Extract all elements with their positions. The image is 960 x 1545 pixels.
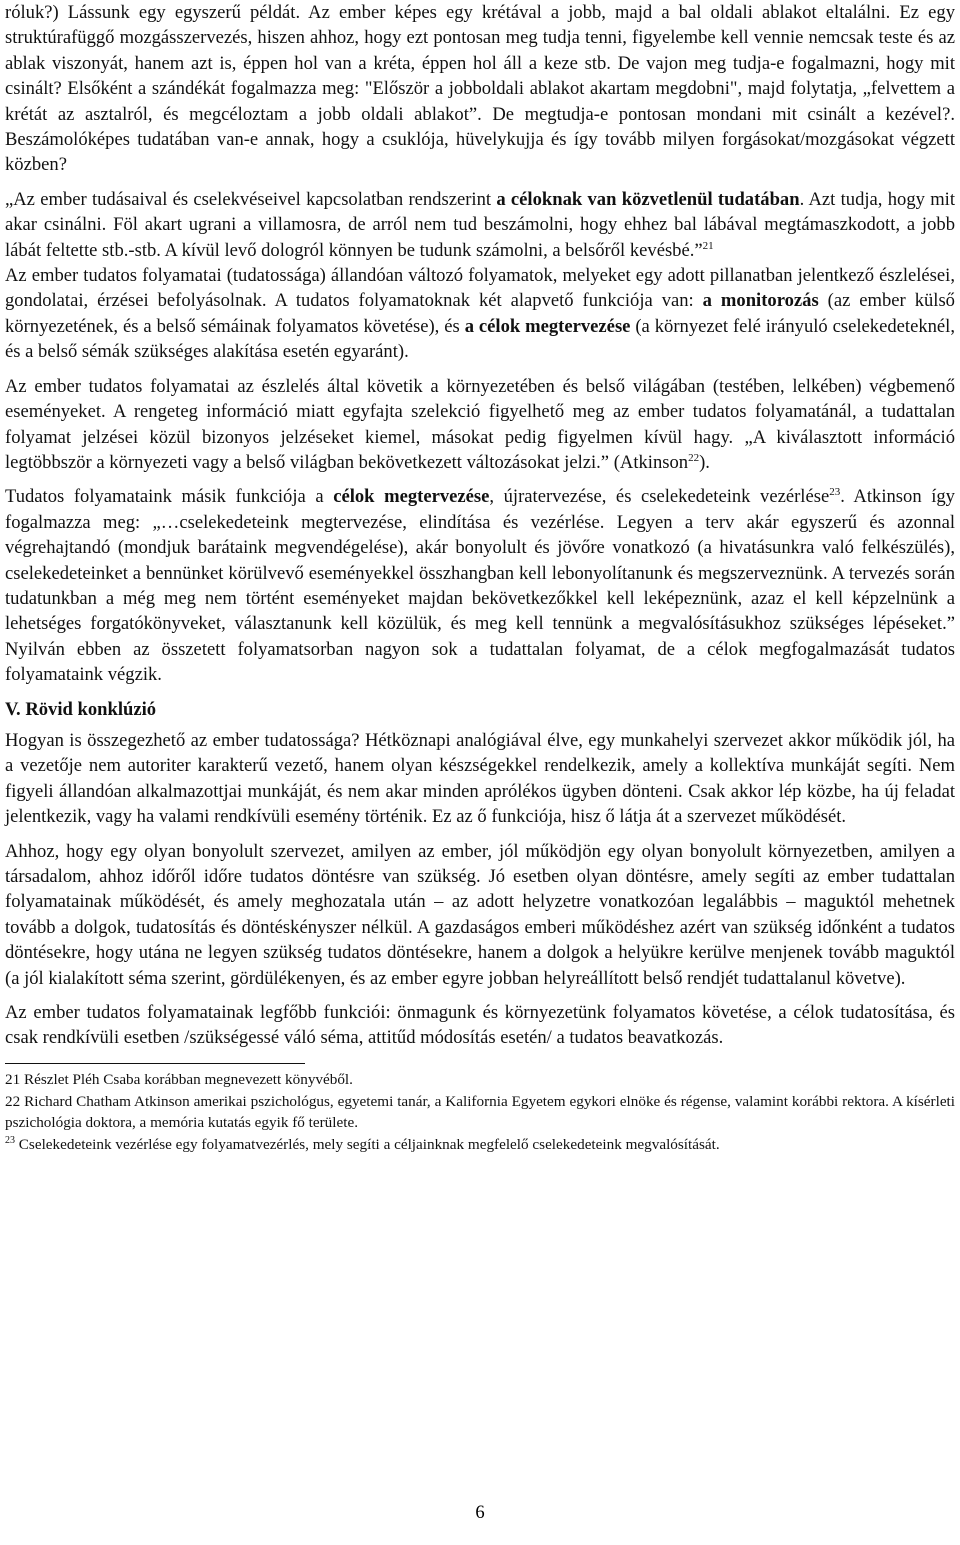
footnote bbox=[5, 1135, 955, 1156]
footnote-ref: 21 bbox=[702, 239, 714, 252]
paragraph-text: Az ember tudatos folyamatai (tudatossága) állandóan változó folyamatok, melyeket egy adott pillanatban jelentkező észlelései, gondolatai, érzései befolyásolnak. A tudatos folyamatoknak két alapvető funkciója van: bbox=[5, 265, 955, 312]
paragraph-text: (az ember külső környezetének, és a belső sémáinak folyamatos követése), és bbox=[5, 290, 955, 337]
paragraph-text: Az ember tudatos folyamatainak legfőbb funkciói: önmagunk és környezetünk folyamatos követése, a célok tudatosítása, és csak rendkívüli esetben /szükségessé váló séma, attitűd módosítás esetén/ a tudatos beavatkozás. bbox=[5, 1002, 955, 1049]
paragraph-text: . Azt tudja, hogy mit akar csinálni. Föl akart ugrani a villamosra, de arról nem tud beszámolni, hogy ehhez bal lábával megtámaszkodott, a jobb lábát feltette stb.-stb. A kívül levő dologról könnyen be tudunk számolni, a belsőről kevésbé.” bbox=[5, 188, 956, 261]
footnote-number: 23 bbox=[5, 1135, 15, 1147]
paragraph bbox=[5, 0, 955, 178]
paragraph bbox=[5, 1000, 955, 1051]
paragraph-text: Ahhoz, hogy egy olyan bonyolult szervezet, amilyen az ember, jól működjön egy olyan bonyolult környezetben, amilyen a társadalom, ahhoz időről időre tudatos döntésre van szükség. Jó esetben olyan döntésre, amely segíti az ember tudattalan folyamatainak működését, és amely meghozatala után – az adott helyzetre vonatkozóan legalábbis – maguktól mehetnek tovább a dolgok, tudatosítás és döntéskényszer nélkül. A gazdaságos emberi működéshez azért van szükség időnként a tudatos döntésekre, hogy utána ne legyen szükség tudatos döntésekre, hanem a dolgok a helyükre kerülve menjenek tovább maguktól (a jól kialakított séma szerint, gördülékenyen, és az ember egyre jobban helyreállított belső rendjét tudattalanul követve). bbox=[5, 840, 955, 989]
paragraph-text: róluk?) Lássunk egy egyszerű példát. Az ember képes egy krétával a jobb, majd a bal oldali ablakot eltalálni. Ez egy struktúrafüggő mozgásszervezés, hiszen ahhoz, hogy ezt pontosan meg tudja tenni, figyelembe kell vennie nemcsak teste és az ablak viszonyát, hanem azt is, éppen hol van a kréta, éppen hol áll a keze stb. De vajon meg tudja-e fogalmazni, hogy mit csinált? Elsőként a szándékát fogalmazza meg: "Először a jobboldali ablakot akartam megdobni", majd folytatja, „felvettem a krétát az asztalról, és megcéloztam a jobb oldali ablakot”. De megtudja-e pontosan mondani mit csinált a kezével?. Beszámolóképes tudatában van-e annak, hogy a csuklója, hüvelykujja és így tovább milyen forgásokat/mozgásokat végzett közben? bbox=[5, 2, 955, 176]
footnote-ref: 22 bbox=[688, 451, 700, 464]
paragraph bbox=[5, 728, 955, 830]
paragraph bbox=[5, 374, 955, 476]
paragraph-text: Az ember tudatos folyamatai az észlelés által követik a környezetében és belső világában (testében, lelkében) végbemenő eseményeket. A rengeteg információ miatt egyfajta szelekció figyelhető meg az ember tudatos folyamatánál, a tudattalan folyamat jelzései közül bizonyos jelzéseket kiemel, másokat pedig figyelmen kívül hagy. „A kiválasztott információ legtöbbször a környezeti vagy a belső világban bekövetkezett változásokat jelzi.” (Atkinson bbox=[5, 375, 955, 473]
footnote-text: Cselekedeteink vezérlése egy folyamatvezérlés, mely segíti a céljainknak megfelelő cselekedeteink megvalósítását. bbox=[15, 1136, 720, 1154]
bold-phrase: célok megtervezése bbox=[333, 486, 490, 508]
paragraph bbox=[5, 484, 955, 687]
paragraph-text: . Atkinson így fogalmazza meg: „…cselekedeteink megtervezése, elindítása és vezérlése. Legyen a terv akár egyszerű és azonnal végrehajtandó (mondjuk barátaink megvendégelése), akár bonyolult és jövőre vonatkozó (a hivatásunkra való felkészülés), cselekedeteinket a bennünket körülvevő eseményekkel összhangban kell lebonyolítanunk és megszerveznünk. A tervezés során tudatunkban a még meg nem történt eseményeket majdan bekövetkezőkkel kell leképeznünk, azaz el kell képzelnünk a lehetséges forgatókönyveket, választanunk kell közülük, és meg kell tennünk a megvalósításukhoz szükséges lépéseket.” Nyilván ebben az összetett folyamatsorban nagyon sok a tudattalan folyamat, de a célok megfogalmazását tudatos folyamataink végzik. bbox=[5, 486, 955, 686]
paragraph-text: (a környezet felé irányuló cselekedeteknél, és a belső sémák szükséges alakítása esetén egyaránt). bbox=[5, 315, 955, 363]
document-page bbox=[5, 0, 955, 1158]
bold-phrase: a céloknak van közvetlenül tudatában bbox=[496, 188, 800, 210]
paragraph bbox=[5, 187, 955, 263]
paragraph bbox=[5, 839, 955, 991]
paragraph-text: ). bbox=[699, 451, 710, 473]
paragraph bbox=[5, 263, 955, 365]
bold-phrase: a célok megtervezése bbox=[464, 315, 631, 337]
paragraph-text: Tudatos folyamataink másik funkciója a bbox=[5, 486, 334, 508]
section-heading: V. Rövid konklúzió bbox=[5, 698, 157, 720]
footnote-ref: 23 bbox=[829, 486, 841, 499]
paragraph-text: , újratervezése, és cselekedeteink vezérlése bbox=[489, 486, 830, 508]
page-number: 6 bbox=[475, 1502, 485, 1523]
paragraph-text: Hogyan is összegezhető az ember tudatossága? Hétköznapi analógiával élve, egy munkahelyi szervezet akkor működik jól, ha a vezetője nem autoriter karakterű vezető, hanem olyan készségekkel rendelkezik, amely a kollektíva munkáját segíti. Nem figyeli állandóan alkalmazottjai munkáját, és nem akar minden aprólékos ügyben dönteni. Csak akkor lép közbe, ha új feladat jelentkezik, vagy ha valami rendkívüli esemény történik. Ez az ő funkciója, hisz ő látja át a szervezet működését. bbox=[5, 729, 955, 828]
footnote: 21 Részlet Pléh Csaba korábban megnevezett könyvéből. bbox=[5, 1070, 353, 1088]
bold-phrase: a monitorozás bbox=[702, 290, 819, 312]
footnote-divider bbox=[5, 1063, 305, 1064]
paragraph-text: „Az ember tudásaival és cselekvéseivel kapcsolatban rendszerint bbox=[5, 188, 497, 210]
footnote: 22 Richard Chatham Atkinson amerikai pszichológus, egyetemi tanár, a Kalifornia Egyetem egykori elnöke és régense, valamint korábbi rektora. A kísérleti pszichológia doktora, a memória kutatás egyik fő területe. bbox=[5, 1093, 955, 1131]
